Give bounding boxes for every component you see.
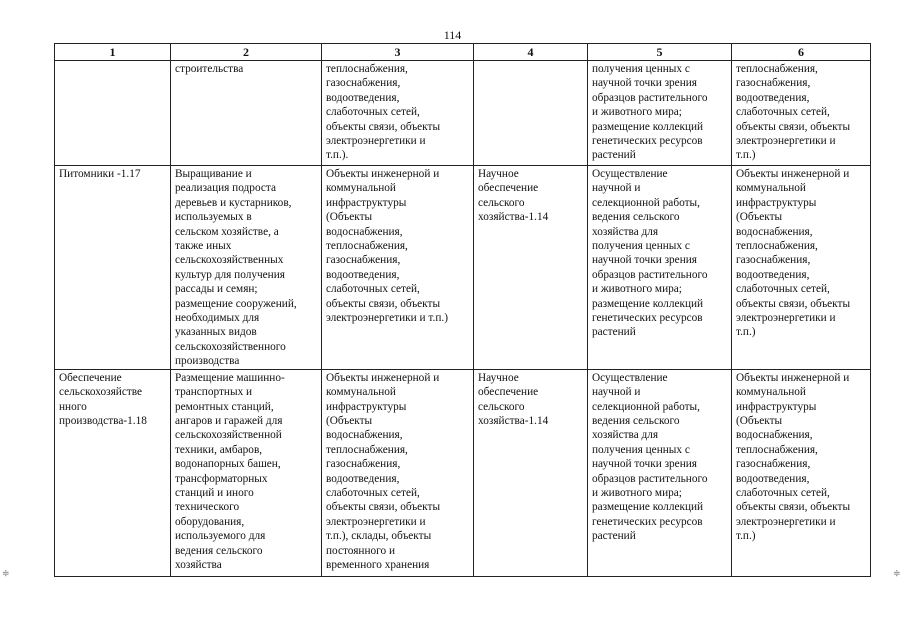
cell-text-line: научной точки зрения bbox=[592, 458, 697, 471]
cell-text-line: коммунальной bbox=[736, 182, 806, 195]
cell-text-line: также иных bbox=[175, 240, 232, 253]
cell-text-line: водоснабжения, bbox=[736, 225, 813, 238]
cell-text-line: слаботочных сетей, bbox=[326, 106, 420, 119]
cell-text-line: (Объекты bbox=[736, 414, 783, 427]
cell-text-line: Обеспечение bbox=[59, 371, 122, 384]
cell-text-line: сельском хозяйстве, а bbox=[175, 225, 279, 238]
cell-text-line: селекционной работы, bbox=[592, 400, 700, 413]
cell-text-line: газоснабжения, bbox=[326, 254, 401, 267]
cell-text-line: технического bbox=[175, 501, 240, 514]
cell-text-line: теплоснабжения, bbox=[736, 63, 818, 75]
cell-text-line: обеспечение bbox=[478, 182, 539, 195]
cell-text-line: слаботочных сетей, bbox=[326, 283, 420, 296]
table-cell bbox=[732, 369, 871, 576]
table-cell bbox=[588, 166, 732, 370]
cell-text-line: (Объекты bbox=[736, 211, 783, 224]
cell-text-line: электроэнергетики и bbox=[736, 135, 836, 148]
cell-text-line: водоотведения, bbox=[736, 91, 810, 104]
column-header: 4 bbox=[474, 44, 588, 61]
cell-text-line: Объекты инженерной и bbox=[326, 168, 440, 180]
cell-text-line: селекционной работы, bbox=[592, 196, 700, 209]
cell-text-line: получения ценных с bbox=[592, 240, 690, 253]
cell-text-line: Осуществление bbox=[592, 168, 668, 180]
cell-text-line: размещение коллекций bbox=[592, 120, 704, 133]
cell-text-line: водоотведения, bbox=[736, 268, 810, 281]
table-row-pitomniki bbox=[55, 166, 871, 370]
cell-text-line: растений bbox=[592, 149, 636, 162]
cell-text-line: реализация подроста bbox=[175, 182, 276, 195]
cell-text-line: Выращивание и bbox=[175, 168, 252, 180]
cell-text-line: т.п.) bbox=[736, 149, 756, 162]
cell-text-line: и животного мира; bbox=[592, 486, 682, 499]
cell-text-line: указанных видов bbox=[175, 326, 257, 339]
cell-text-line: сельскохозяйственного bbox=[175, 340, 286, 353]
table-cell bbox=[474, 166, 588, 370]
cell-text-line: сельскохозяйстве bbox=[59, 386, 143, 399]
cell-text-line: размещение сооружений, bbox=[175, 297, 297, 310]
cell-text-line: Объекты инженерной и bbox=[736, 371, 850, 384]
cell-text-line: водоотведения, bbox=[326, 91, 400, 104]
table-cell bbox=[732, 61, 871, 166]
page-number: 114 bbox=[443, 28, 462, 42]
cell-text-line: размещение коллекций bbox=[592, 501, 704, 514]
table-header-row bbox=[55, 44, 871, 61]
cell-text-line: производства bbox=[175, 355, 240, 368]
cell-text-line: водоотведения, bbox=[326, 268, 400, 281]
cell-text-line: образцов растительного bbox=[592, 472, 708, 485]
cell-text-line: инфраструктуры bbox=[326, 400, 407, 413]
cell-text-line: электроэнергетики и bbox=[736, 515, 836, 528]
cell-text-line: техники, амбаров, bbox=[175, 443, 263, 456]
cell-text-line: необходимых для bbox=[175, 312, 260, 325]
cell-text-line: электроэнергетики и bbox=[326, 135, 426, 148]
cell-text-line: научной и bbox=[592, 386, 641, 399]
cell-text-line: объекты связи, объекты bbox=[736, 501, 851, 514]
table-cell bbox=[474, 61, 588, 166]
cell-text-line: временного хранения bbox=[326, 558, 430, 571]
cell-text-line: рассады и семян; bbox=[175, 283, 258, 296]
cell-text-line: электроэнергетики и bbox=[736, 312, 836, 325]
cell-text-line: хозяйства для bbox=[592, 429, 659, 442]
table-cell bbox=[55, 369, 171, 576]
cell-text-line: водоснабжения, bbox=[326, 225, 403, 238]
column-header: 6 bbox=[732, 44, 871, 61]
cell-text-line: размещение коллекций bbox=[592, 297, 704, 310]
cell-text-line: т.п.) bbox=[736, 530, 756, 543]
cell-text-line: электроэнергетики и т.п.) bbox=[326, 312, 448, 325]
cell-text-line: теплоснабжения, bbox=[326, 63, 408, 75]
cell-text-line: теплоснабжения, bbox=[326, 240, 408, 253]
cell-text-line: слаботочных сетей, bbox=[736, 283, 830, 296]
table-cell bbox=[55, 61, 171, 166]
cell-text-line: используемого для bbox=[175, 530, 266, 543]
table-cell bbox=[171, 369, 322, 576]
cell-text-line: слаботочных сетей, bbox=[326, 486, 420, 499]
cell-text-line: Научное bbox=[478, 168, 519, 180]
cell-text-line: объекты связи, объекты bbox=[326, 297, 441, 310]
column-header: 3 bbox=[322, 44, 474, 61]
cell-text-line: объекты связи, объекты bbox=[326, 501, 441, 514]
cell-text-line: объекты связи, объекты bbox=[736, 120, 851, 133]
cell-text-line: научной точки зрения bbox=[592, 254, 697, 267]
table-cell bbox=[322, 61, 474, 166]
column-header: 2 bbox=[171, 44, 322, 61]
table-cell bbox=[171, 166, 322, 370]
cell-text-line: т.п.), склады, объекты bbox=[326, 530, 432, 543]
scan-edge-mark: ≑ bbox=[2, 568, 10, 578]
cell-text-line: ведения сельского bbox=[592, 211, 680, 224]
cell-text-line: производства-1.18 bbox=[59, 414, 147, 427]
cell-text-line: хозяйства-1.14 bbox=[478, 414, 549, 427]
cell-text-line: научной точки зрения bbox=[592, 77, 697, 90]
cell-text-line: хозяйства для bbox=[592, 225, 659, 238]
table-cell bbox=[588, 61, 732, 166]
cell-text-line: нного bbox=[59, 400, 87, 413]
cell-text-line: трансформаторных bbox=[175, 472, 268, 485]
cell-text-line: теплоснабжения, bbox=[736, 443, 818, 456]
cell-text-line: Объекты инженерной и bbox=[736, 168, 850, 180]
cell-text-line: теплоснабжения, bbox=[736, 240, 818, 253]
cell-text-line: газоснабжения, bbox=[736, 458, 811, 471]
cell-text-line: коммунальной bbox=[736, 386, 806, 399]
cell-text-line: сельскохозяйственных bbox=[175, 254, 284, 267]
table-cell bbox=[474, 369, 588, 576]
cell-text-line: сельского bbox=[478, 196, 525, 209]
cell-text-line: объекты связи, объекты bbox=[736, 297, 851, 310]
cell-text-line: получения ценных с bbox=[592, 443, 690, 456]
cell-text-line: Питомники -1.17 bbox=[59, 168, 141, 180]
cell-text-line: генетических ресурсов bbox=[592, 135, 703, 148]
cell-text-line: Осуществление bbox=[592, 371, 668, 384]
cell-text-line: водонапорных башен, bbox=[175, 458, 281, 471]
cell-text-line: газоснабжения, bbox=[326, 458, 401, 471]
zoning-table bbox=[54, 43, 871, 577]
cell-text-line: газоснабжения, bbox=[326, 77, 401, 90]
cell-text-line: получения ценных с bbox=[592, 63, 690, 75]
cell-text-line: ангаров и гаражей для bbox=[175, 414, 283, 427]
cell-text-line: ведения сельского bbox=[175, 544, 263, 557]
cell-text-line: сельского bbox=[478, 400, 525, 413]
cell-text-line: образцов растительного bbox=[592, 91, 708, 104]
cell-text-line: (Объекты bbox=[326, 414, 373, 427]
cell-text-line: слаботочных сетей, bbox=[736, 486, 830, 499]
cell-text-line: обеспечение bbox=[478, 386, 539, 399]
cell-text-line: станций и иного bbox=[175, 486, 254, 499]
cell-text-line: Размещение машинно- bbox=[175, 371, 285, 384]
cell-text-line: инфраструктуры bbox=[736, 196, 817, 209]
cell-text-line: газоснабжения, bbox=[736, 254, 811, 267]
table-cell bbox=[732, 166, 871, 370]
cell-text-line: оборудования, bbox=[175, 515, 245, 528]
cell-text-line: используемых в bbox=[175, 211, 252, 224]
cell-text-line: инфраструктуры bbox=[326, 196, 407, 209]
cell-text-line: (Объекты bbox=[326, 211, 373, 224]
cell-text-line: коммунальной bbox=[326, 386, 396, 399]
table-cell bbox=[171, 61, 322, 166]
cell-text-line: инфраструктуры bbox=[736, 400, 817, 413]
cell-text-line: коммунальной bbox=[326, 182, 396, 195]
cell-text-line: постоянного и bbox=[326, 544, 396, 557]
cell-text-line: генетических ресурсов bbox=[592, 312, 703, 325]
table-cell bbox=[322, 166, 474, 370]
cell-text-line: Объекты инженерной и bbox=[326, 371, 440, 384]
cell-text-line: ведения сельского bbox=[592, 414, 680, 427]
cell-text-line: водоснабжения, bbox=[736, 429, 813, 442]
cell-text-line: т.п.). bbox=[326, 149, 349, 162]
cell-text-line: слаботочных сетей, bbox=[736, 106, 830, 119]
cell-text-line: строительства bbox=[175, 63, 244, 75]
cell-text-line: водоотведения, bbox=[736, 472, 810, 485]
cell-text-line: растений bbox=[592, 326, 636, 339]
table-row-obespechenie bbox=[55, 369, 871, 576]
cell-text-line: генетических ресурсов bbox=[592, 515, 703, 528]
cell-text-line: растений bbox=[592, 530, 636, 543]
column-header: 5 bbox=[588, 44, 732, 61]
cell-text-line: и животного мира; bbox=[592, 106, 682, 119]
cell-text-line: хозяйства bbox=[175, 558, 222, 571]
cell-text-line: электроэнергетики и bbox=[326, 515, 426, 528]
cell-text-line: и животного мира; bbox=[592, 283, 682, 296]
cell-text-line: т.п.) bbox=[736, 326, 756, 339]
cell-text-line: ремонтных станций, bbox=[175, 400, 274, 413]
table-cell bbox=[588, 369, 732, 576]
table-row-continued bbox=[55, 61, 871, 166]
cell-text-line: Научное bbox=[478, 371, 519, 384]
cell-text-line: культур для получения bbox=[175, 268, 285, 281]
cell-text-line: газоснабжения, bbox=[736, 77, 811, 90]
table-cell bbox=[55, 166, 171, 370]
cell-text-line: водоснабжения, bbox=[326, 429, 403, 442]
cell-text-line: транспортных и bbox=[175, 386, 253, 399]
scan-edge-mark: ≑ bbox=[893, 568, 901, 578]
table-cell bbox=[322, 369, 474, 576]
cell-text-line: водоотведения, bbox=[326, 472, 400, 485]
cell-text-line: объекты связи, объекты bbox=[326, 120, 441, 133]
column-header: 1 bbox=[55, 44, 171, 61]
cell-text-line: хозяйства-1.14 bbox=[478, 211, 549, 224]
cell-text-line: научной и bbox=[592, 182, 641, 195]
cell-text-line: образцов растительного bbox=[592, 268, 708, 281]
cell-text-line: сельскохозяйственной bbox=[175, 429, 282, 442]
cell-text-line: теплоснабжения, bbox=[326, 443, 408, 456]
cell-text-line: деревьев и кустарников, bbox=[175, 196, 292, 209]
